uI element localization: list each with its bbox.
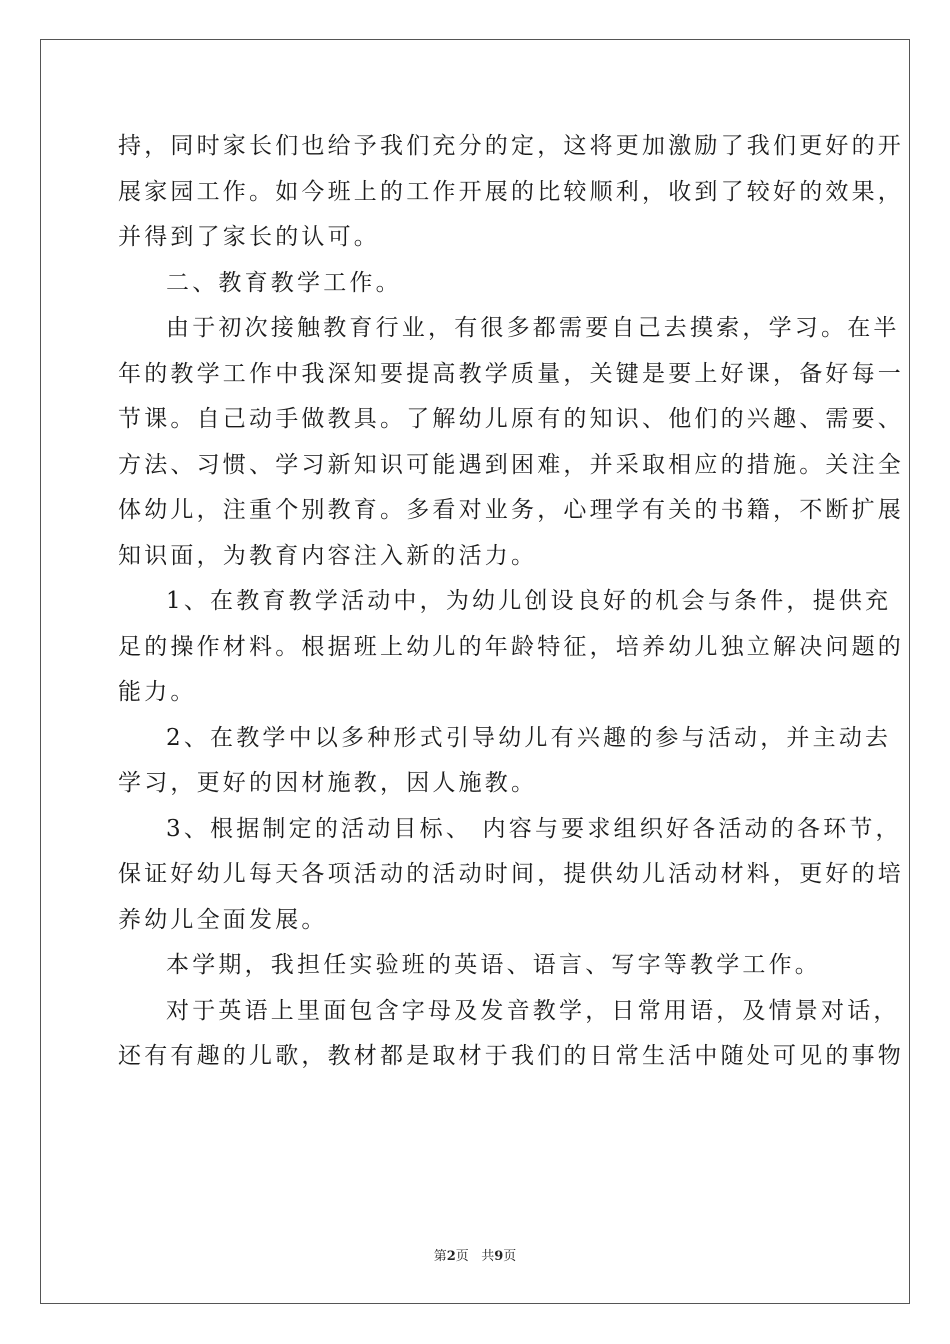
text-line: 学习，更好的因材施教，因人施教。 — [118, 770, 538, 796]
text-line: 2、在教学中以多种形式引导幼儿有兴趣的参与活动，并主动去 — [166, 724, 892, 751]
paragraph — [118, 124, 904, 261]
text-line: 1、在教育教学活动中，为幼儿创设良好的机会与条件，提供充 — [166, 588, 892, 614]
page-footer — [0, 1248, 950, 1266]
current-page-number: 2 — [446, 1249, 456, 1264]
text-line: 方法、习惯、学习新知识可能遇到困难，并采取相应的措施。关注全 — [118, 451, 904, 478]
paragraph — [118, 306, 904, 579]
text-line: 并得到了家长的认可。 — [118, 224, 380, 250]
document-body — [118, 124, 904, 1080]
text-line: 养幼儿全面发展。 — [118, 906, 328, 933]
text-line: 节课。自己动手做教具。了解幼儿原有的知识、他们的兴趣、需要、 — [118, 406, 904, 432]
text-line: 由于初次接触教育行业，有很多都需要自己去摸索，学习。在半 — [166, 315, 900, 341]
text-line: 3、根据制定的活动目标、 内容与要求组织好各活动的各环节， — [166, 815, 902, 842]
text-line: 二、教育教学工作。 — [166, 269, 402, 296]
text-line: 知识面，为教育内容注入新的活力。 — [118, 542, 538, 569]
list-item-paragraph — [118, 716, 892, 807]
text-line: 能力。 — [118, 679, 197, 705]
text-line: 展家园工作。如今班上的工作开展的比较顺利，收到了较好的效果， — [118, 178, 904, 205]
text-line: 本学期，我担任实验班的英语、语言、写字等教学工作。 — [166, 952, 821, 978]
text-line: 足的操作材料。根据班上幼儿的年龄特征，培养幼儿独立解决问题的 — [118, 633, 904, 660]
list-item-paragraph — [118, 807, 904, 944]
footer-page-suffix: 页 — [455, 1249, 469, 1264]
footer-total-suffix: 页 — [503, 1249, 517, 1264]
paragraph — [118, 989, 904, 1080]
paragraph — [118, 943, 834, 989]
text-line: 持，同时家长们也给予我们充分的定，这将更加激励了我们更好的开 — [118, 133, 904, 159]
text-line: 对于英语上里面包含字母及发音教学，日常用语，及情景对话， — [166, 997, 900, 1024]
footer-prefix: 第 — [433, 1249, 447, 1264]
text-line: 体幼儿，注重个别教育。多看对业务，心理学有关的书籍，不断扩展 — [118, 497, 904, 523]
text-line: 年的教学工作中我深知要提高教学质量，关键是要上好课，备好每一 — [118, 360, 904, 387]
text-line: 还有有趣的儿歌，教材都是取材于我们的日常生活中随处可见的事物 — [118, 1043, 904, 1069]
list-item-paragraph — [118, 579, 904, 716]
text-line: 保证好幼儿每天各项活动的活动时间，提供幼儿活动材料，更好的培 — [118, 861, 904, 887]
section-heading — [118, 261, 834, 307]
footer-total-prefix: 共 — [481, 1249, 495, 1264]
total-page-count: 9 — [494, 1249, 504, 1264]
